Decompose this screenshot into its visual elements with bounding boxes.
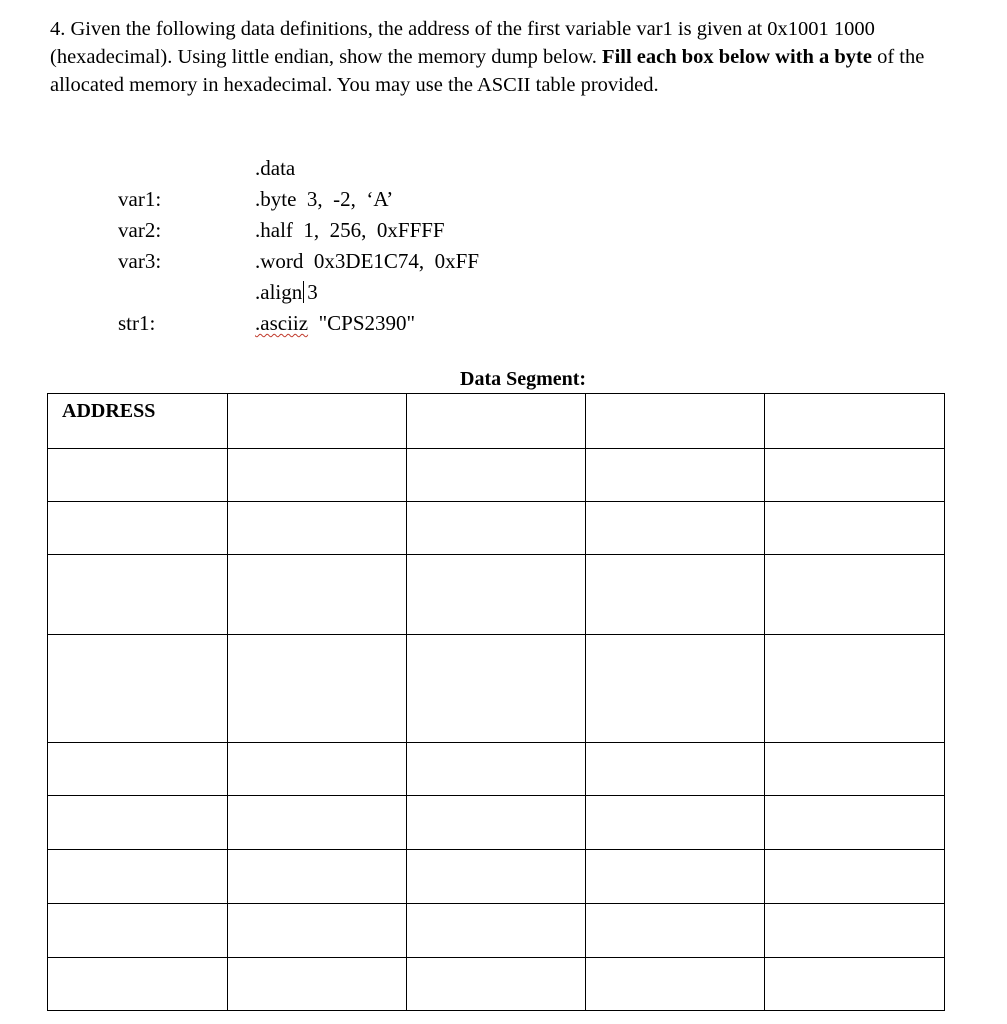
address-cell[interactable] [48, 635, 228, 743]
align-line [255, 280, 318, 304]
var1-directive: .byte 3, -2, ‘A’ [255, 187, 394, 211]
byte-cell[interactable] [765, 449, 945, 502]
byte-cell[interactable] [765, 502, 945, 555]
byte-cell[interactable] [407, 502, 586, 555]
byte-cell[interactable] [407, 743, 586, 796]
asciiz-directive: .asciiz [255, 311, 309, 335]
address-cell[interactable] [48, 850, 228, 904]
var2-directive: .half 1, 256, 0xFFFF [255, 218, 445, 242]
memory-dump-table [47, 393, 945, 1011]
byte-cell[interactable] [586, 796, 765, 850]
byte-cell[interactable] [586, 502, 765, 555]
table-row [48, 904, 945, 958]
byte-cell[interactable] [765, 904, 945, 958]
data-directive: .data [255, 156, 296, 180]
byte-cell[interactable] [586, 850, 765, 904]
address-cell[interactable] [48, 796, 228, 850]
byte-cell[interactable] [586, 394, 765, 449]
byte-cell[interactable] [407, 394, 586, 449]
var1-label: var1: [118, 187, 162, 211]
byte-cell[interactable] [765, 958, 945, 1011]
table-row [48, 958, 945, 1011]
byte-cell[interactable] [765, 743, 945, 796]
asciiz-value: "CPS2390" [318, 311, 416, 335]
byte-cell[interactable] [407, 958, 586, 1011]
align-directive: .align [255, 280, 303, 304]
question-bold: Fill each box below with a byte [602, 46, 872, 68]
byte-cell[interactable] [586, 555, 765, 635]
byte-cell[interactable] [228, 449, 407, 502]
byte-cell[interactable] [228, 958, 407, 1011]
byte-cell[interactable] [228, 555, 407, 635]
byte-cell[interactable] [407, 635, 586, 743]
byte-cell[interactable] [228, 850, 407, 904]
address-cell[interactable] [48, 958, 228, 1011]
align-value: 3 [307, 280, 318, 304]
data-segment-title: Data Segment: [460, 368, 587, 390]
byte-cell[interactable] [586, 743, 765, 796]
byte-cell[interactable] [765, 555, 945, 635]
var2-label: var2: [118, 218, 162, 242]
address-cell[interactable] [48, 449, 228, 502]
var3-directive: .word 0x3DE1C74, 0xFF [255, 249, 480, 273]
byte-cell[interactable] [228, 394, 407, 449]
byte-cell[interactable] [228, 502, 407, 555]
byte-cell[interactable] [228, 796, 407, 850]
byte-cell[interactable] [586, 635, 765, 743]
byte-cell[interactable] [407, 850, 586, 904]
str1-label: str1: [118, 311, 156, 335]
asciiz-line [255, 311, 415, 335]
text-cursor [303, 281, 304, 303]
address-cell[interactable] [48, 555, 228, 635]
table-header-row [48, 394, 945, 449]
data-definitions [0, 0, 1007, 360]
byte-cell[interactable] [407, 904, 586, 958]
byte-cell[interactable] [765, 394, 945, 449]
address-cell[interactable] [48, 502, 228, 555]
address-header: ADDRESS [48, 394, 228, 449]
table-row [48, 850, 945, 904]
byte-cell[interactable] [228, 635, 407, 743]
table-row [48, 449, 945, 502]
question-part-1: 4. Given the following data definitions, the address of the first variable var1 is given at 0x1001 1000 (hexadecimal). Using little endian, show the memory dump below. [50, 18, 875, 68]
byte-cell[interactable] [586, 449, 765, 502]
byte-cell[interactable] [228, 743, 407, 796]
byte-cell[interactable] [407, 449, 586, 502]
address-cell[interactable] [48, 743, 228, 796]
var3-label: var3: [118, 249, 162, 273]
table-row [48, 555, 945, 635]
address-cell[interactable] [48, 904, 228, 958]
byte-cell[interactable] [765, 850, 945, 904]
byte-cell[interactable] [407, 796, 586, 850]
table-row [48, 796, 945, 850]
question-part-2: of the allocated memory in hexadecimal. You may use the ASCII table provided. [50, 46, 925, 96]
byte-cell[interactable] [765, 796, 945, 850]
table-row [48, 743, 945, 796]
table-row [48, 502, 945, 555]
byte-cell[interactable] [586, 958, 765, 1011]
byte-cell[interactable] [407, 555, 586, 635]
table-row [48, 635, 945, 743]
byte-cell[interactable] [228, 904, 407, 958]
byte-cell[interactable] [586, 904, 765, 958]
byte-cell[interactable] [765, 635, 945, 743]
